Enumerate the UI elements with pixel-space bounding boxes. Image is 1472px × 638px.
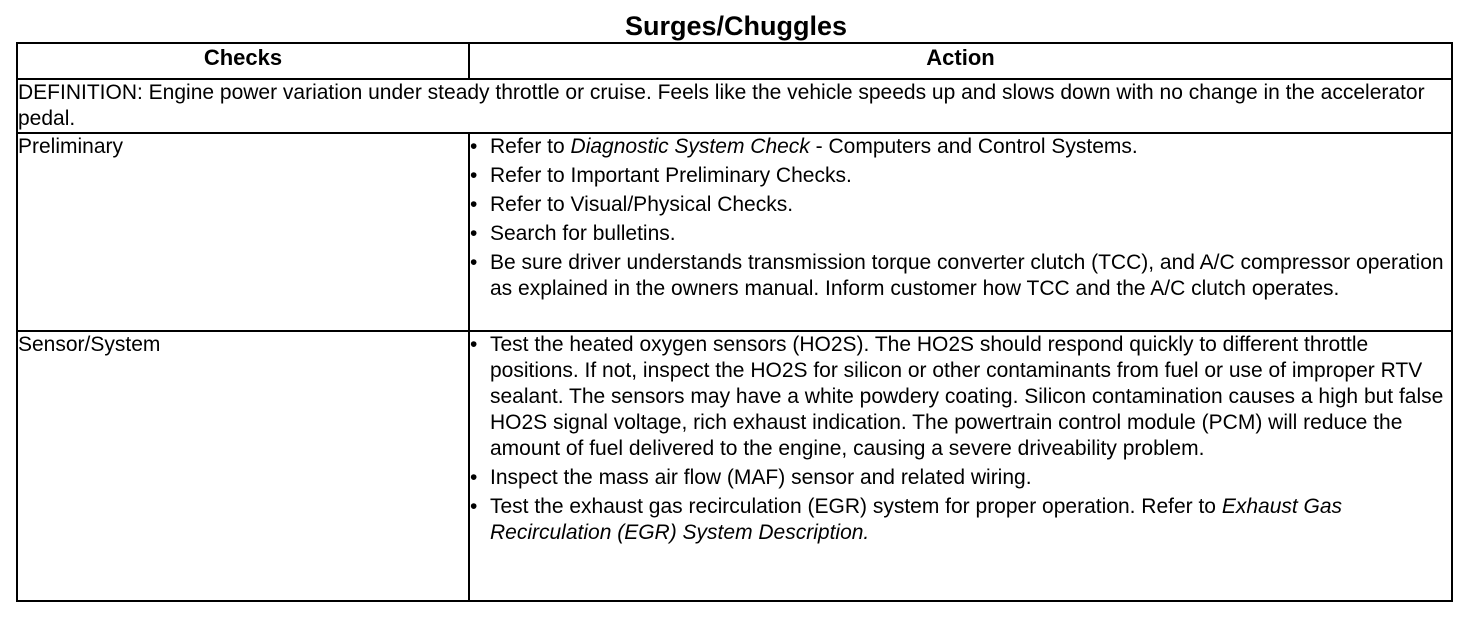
action-reference: Exhaust Gas Recirculation (EGR) System Description.	[490, 495, 1343, 544]
checks-column-header: Checks	[17, 43, 469, 79]
action-text: Refer to Important Preliminary Checks.	[490, 164, 852, 187]
bullet-icon: •	[470, 193, 478, 216]
action-list	[470, 134, 1451, 302]
bullet-icon: •	[470, 251, 478, 274]
diagnostic-table	[16, 42, 1453, 602]
list-item	[470, 192, 1451, 218]
action-text: Test the heated oxygen sensors (HO2S). The HO2S should respond quickly to different throttle positions. If not, inspect the HO2S for silicon or other contaminants from fuel or use of improper RTV sealant. The sensors may have a white powdery coating. Silicon contamination causes a high but false HO2S signal voltage, rich exhaust indication. The powertrain control module (PCM) will reduce the amount of fuel delivered to the engine, causing a severe driveability problem.	[490, 333, 1444, 460]
list-item	[470, 250, 1451, 302]
action-text: Test the exhaust gas recirculation (EGR) system for proper operation. Refer to	[490, 495, 1222, 518]
action-text: Refer to Visual/Physical Checks.	[490, 193, 794, 216]
action-text: Be sure driver understands transmission torque converter clutch (TCC), and A/C compressor operation as explained in the owners manual. Inform customer how TCC and the A/C clutch operates.	[490, 251, 1444, 300]
action-column-header: Action	[469, 43, 1452, 79]
list-item	[470, 134, 1451, 160]
bullet-icon: •	[470, 495, 478, 518]
table-row	[17, 133, 1452, 331]
action-text: Inspect the mass air flow (MAF) sensor and related wiring.	[490, 466, 1032, 489]
bullet-icon: •	[470, 164, 478, 187]
action-cell	[469, 133, 1452, 331]
document-title: Surges/Chuggles	[624, 11, 848, 41]
list-item	[470, 465, 1451, 491]
check-cell: Sensor/System	[17, 331, 469, 601]
bullet-icon: •	[470, 466, 478, 489]
action-text: Refer to	[490, 135, 571, 158]
action-reference: Diagnostic System Check	[570, 135, 810, 158]
action-cell	[469, 331, 1452, 601]
action-list	[470, 332, 1451, 546]
list-item	[470, 163, 1451, 189]
bullet-icon: •	[470, 333, 478, 356]
table-row	[17, 331, 1452, 601]
list-item	[470, 332, 1451, 462]
action-text: Search for bulletins.	[490, 222, 676, 245]
action-text-suffix: - Computers and Control Systems.	[809, 135, 1138, 158]
table-header-row	[17, 43, 1452, 79]
list-item	[470, 221, 1451, 247]
list-item	[470, 494, 1451, 546]
bullet-icon: •	[470, 135, 478, 158]
definition-row	[17, 79, 1452, 133]
check-cell: Preliminary	[17, 133, 469, 331]
bullet-icon: •	[470, 222, 478, 245]
definition-text: DEFINITION: Engine power variation under steady throttle or cruise. Feels like the vehicle speeds up and slows down with no change in the accelerator pedal.	[17, 79, 1452, 133]
